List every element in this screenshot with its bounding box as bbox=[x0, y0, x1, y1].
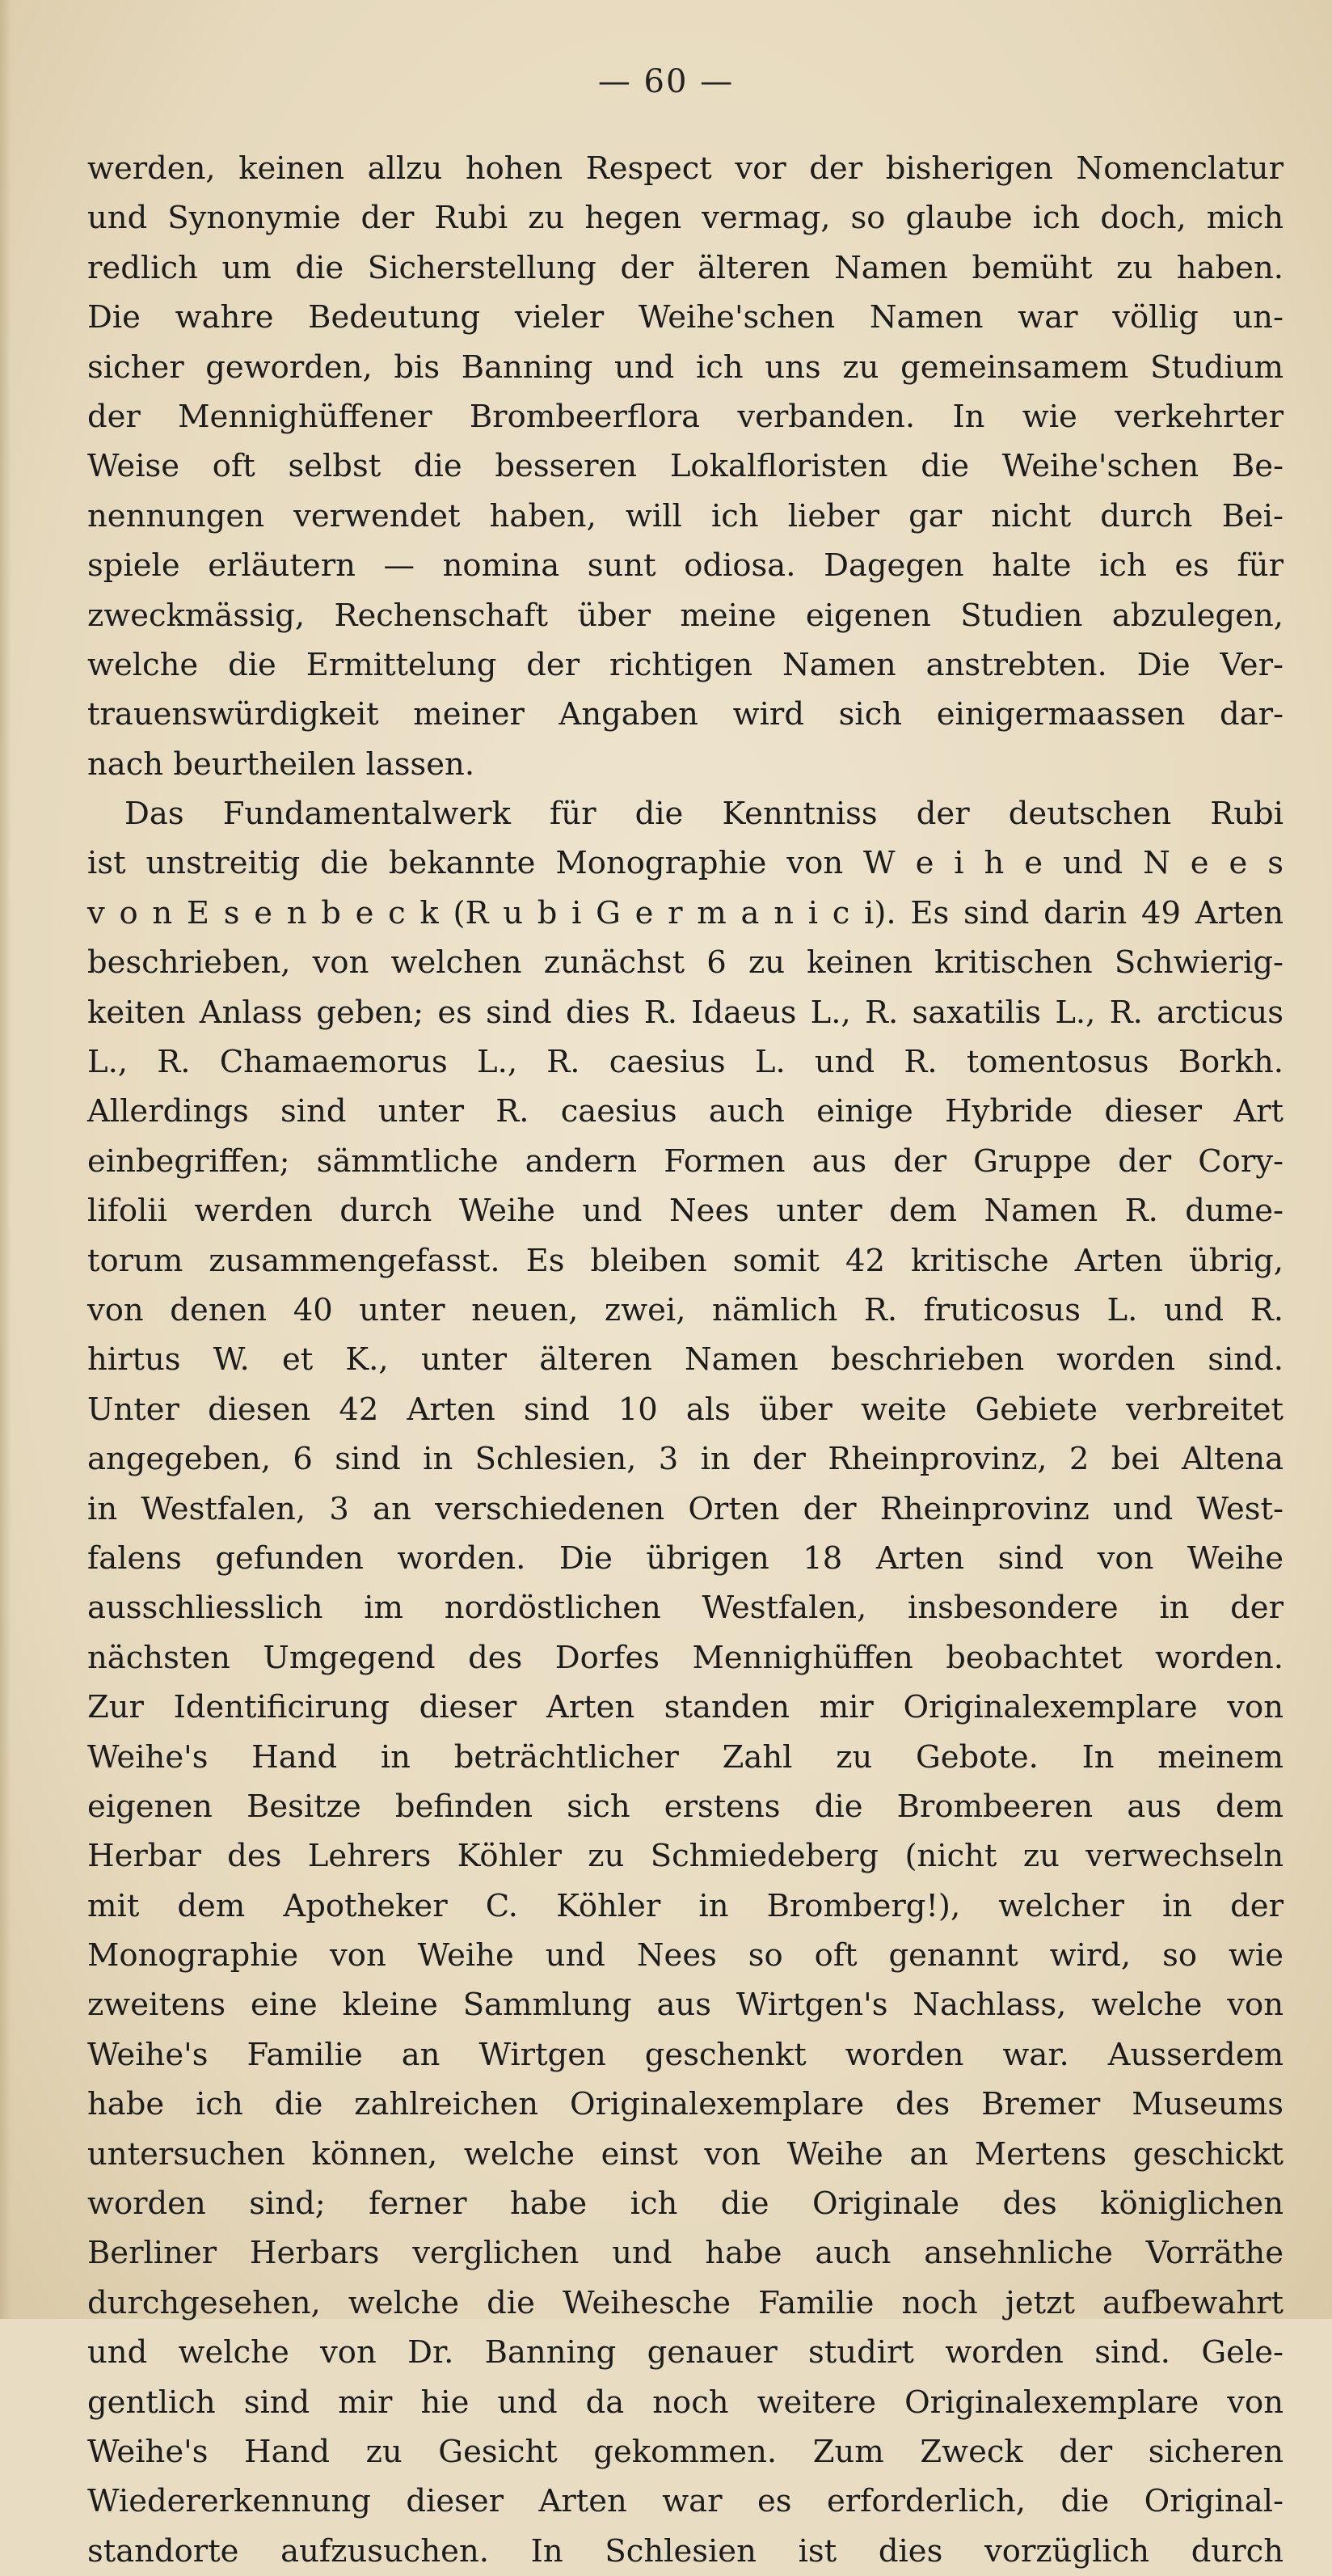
text-line: keiten Anlass geben; es sind dies R. Idaeus L., R. saxatilis L., R. arcticus bbox=[87, 994, 1284, 1031]
text-line: gentlich sind mir hie und da noch weitere Originalexemplare von bbox=[87, 2384, 1284, 2421]
text-line: zweitens eine kleine Sammlung aus Wirtgen's Nachlass, welche von bbox=[87, 1987, 1284, 2024]
text-line: Berliner Herbars verglichen und habe auch ansehnliche Vorräthe bbox=[87, 2235, 1284, 2272]
text-line: nächsten Umgegend des Dorfes Mennighüffen beobachtet worden. bbox=[87, 1639, 1284, 1676]
text-line: Herbar des Lehrers Köhler zu Schmiedeberg (nicht zu verwechseln bbox=[87, 1838, 1284, 1875]
text-line: der Mennighüffener Brombeerflora verbanden. In wie verkehrter bbox=[87, 398, 1284, 435]
text-line: angegeben, 6 sind in Schlesien, 3 in der Rheinprovinz, 2 bei Altena bbox=[87, 1441, 1284, 1478]
text-line: und welche von Dr. Banning genauer studirt worden sind. Gele- bbox=[87, 2334, 1284, 2371]
text-line: Das Fundamentalwerk für die Kenntniss der deutschen Rubi bbox=[124, 796, 1284, 833]
text-line: welche die Ermittelung der richtigen Namen anstrebten. Die Ver- bbox=[87, 646, 1284, 683]
text-line: hirtus W. et K., unter älteren Namen beschrieben worden sind. bbox=[87, 1341, 1284, 1379]
text-line: untersuchen können, welche einst von Weihe an Mertens geschickt bbox=[87, 2135, 1284, 2173]
text-line: habe ich die zahlreichen Originalexemplare des Bremer Museums bbox=[87, 2086, 1284, 2123]
text-line: nach beurtheilen lassen. bbox=[87, 745, 475, 783]
text-line: Die wahre Bedeutung vieler Weihe'schen Namen war völlig un- bbox=[87, 299, 1284, 336]
text-line: standorte aufzusuchen. In Schlesien ist dies vorzüglich durch bbox=[87, 2532, 1284, 2570]
page-number: — 60 — bbox=[597, 63, 735, 100]
text-line: v o n E s e n b e c k (R u b i G e r m a n i c i). Es sind darin 49 Arten bbox=[87, 894, 1284, 931]
text-line: Weihe's Hand in beträchtlicher Zahl zu Gebote. In meinem bbox=[87, 1738, 1284, 1776]
page-gutter-shadow bbox=[0, 0, 11, 2319]
text-line: Weise oft selbst die besseren Lokalfloristen die Weihe'schen Be- bbox=[87, 448, 1284, 485]
text-line: Monographie von Weihe und Nees so oft genannt wird, so wie bbox=[87, 1937, 1284, 1974]
text-line: spiele erläutern — nomina sunt odiosa. Dagegen halte ich es für bbox=[87, 547, 1284, 585]
text-line: von denen 40 unter neuen, zwei, nämlich R. fruticosus L. und R. bbox=[87, 1291, 1284, 1328]
text-line: sicher geworden, bis Banning und ich uns zu gemeinsamem Studium bbox=[87, 348, 1284, 386]
body-text bbox=[87, 144, 1284, 2576]
text-line: durchgesehen, welche die Weihesche Familie noch jetzt aufbewahrt bbox=[87, 2284, 1284, 2321]
text-line: trauenswürdigkeit meiner Angaben wird sich einigermaassen dar- bbox=[87, 696, 1284, 733]
text-line: Weihe's Familie an Wirtgen geschenkt worden war. Ausserdem bbox=[87, 2036, 1284, 2073]
text-line: und Synonymie der Rubi zu hegen vermag, so glaube ich doch, mich bbox=[87, 200, 1284, 237]
text-line: Weihe's Hand zu Gesicht gekommen. Zum Zweck der sicheren bbox=[87, 2433, 1284, 2470]
text-line: ist unstreitig die bekannte Monographie von W e i h e und N e e s bbox=[87, 845, 1284, 882]
text-line: in Westfalen, 3 an verschiedenen Orten der Rheinprovinz und West- bbox=[87, 1490, 1284, 1527]
text-line: falens gefunden worden. Die übrigen 18 Arten sind von Weihe bbox=[87, 1539, 1284, 1577]
text-line: Unter diesen 42 Arten sind 10 als über weite Gebiete verbreitet bbox=[87, 1391, 1284, 1428]
text-line: eigenen Besitze befinden sich erstens die Brombeeren aus dem bbox=[87, 1788, 1284, 1825]
text-line: L., R. Chamaemorus L., R. caesius L. und R. tomentosus Borkh. bbox=[87, 1044, 1284, 1081]
text-line: Zur Identificirung dieser Arten standen mir Originalexemplare von bbox=[87, 1689, 1284, 1726]
text-line: einbegriffen; sämmtliche andern Formen aus der Gruppe der Cory- bbox=[87, 1142, 1284, 1180]
text-line: werden, keinen allzu hohen Respect vor der bisherigen Nomenclatur bbox=[87, 150, 1284, 187]
text-line: worden sind; ferner habe ich die Originale des königlichen bbox=[87, 2185, 1284, 2223]
text-line: lifolii werden durch Weihe und Nees unter dem Namen R. dume- bbox=[87, 1193, 1284, 1230]
text-line: redlich um die Sicherstellung der älteren Namen bemüht zu haben. bbox=[87, 249, 1284, 286]
text-line: mit dem Apotheker C. Köhler in Bromberg!), welcher in der bbox=[87, 1887, 1284, 1924]
text-line: beschrieben, von welchen zunächst 6 zu keinen kritischen Schwierig- bbox=[87, 944, 1284, 982]
text-line: nennungen verwendet haben, will ich lieber gar nicht durch Bei- bbox=[87, 497, 1284, 534]
text-line: Allerdings sind unter R. caesius auch einige Hybride dieser Art bbox=[87, 1093, 1284, 1130]
text-line: ausschliesslich im nordöstlichen Westfalen, insbesondere in der bbox=[87, 1590, 1284, 1627]
text-line: zweckmässig, Rechenschaft über meine eigenen Studien abzulegen, bbox=[87, 597, 1284, 634]
text-line: Wiedererkennung dieser Arten war es erforderlich, die Original- bbox=[87, 2483, 1284, 2520]
text-line: torum zusammengefasst. Es bleiben somit 42 kritische Arten übrig, bbox=[87, 1242, 1284, 1279]
